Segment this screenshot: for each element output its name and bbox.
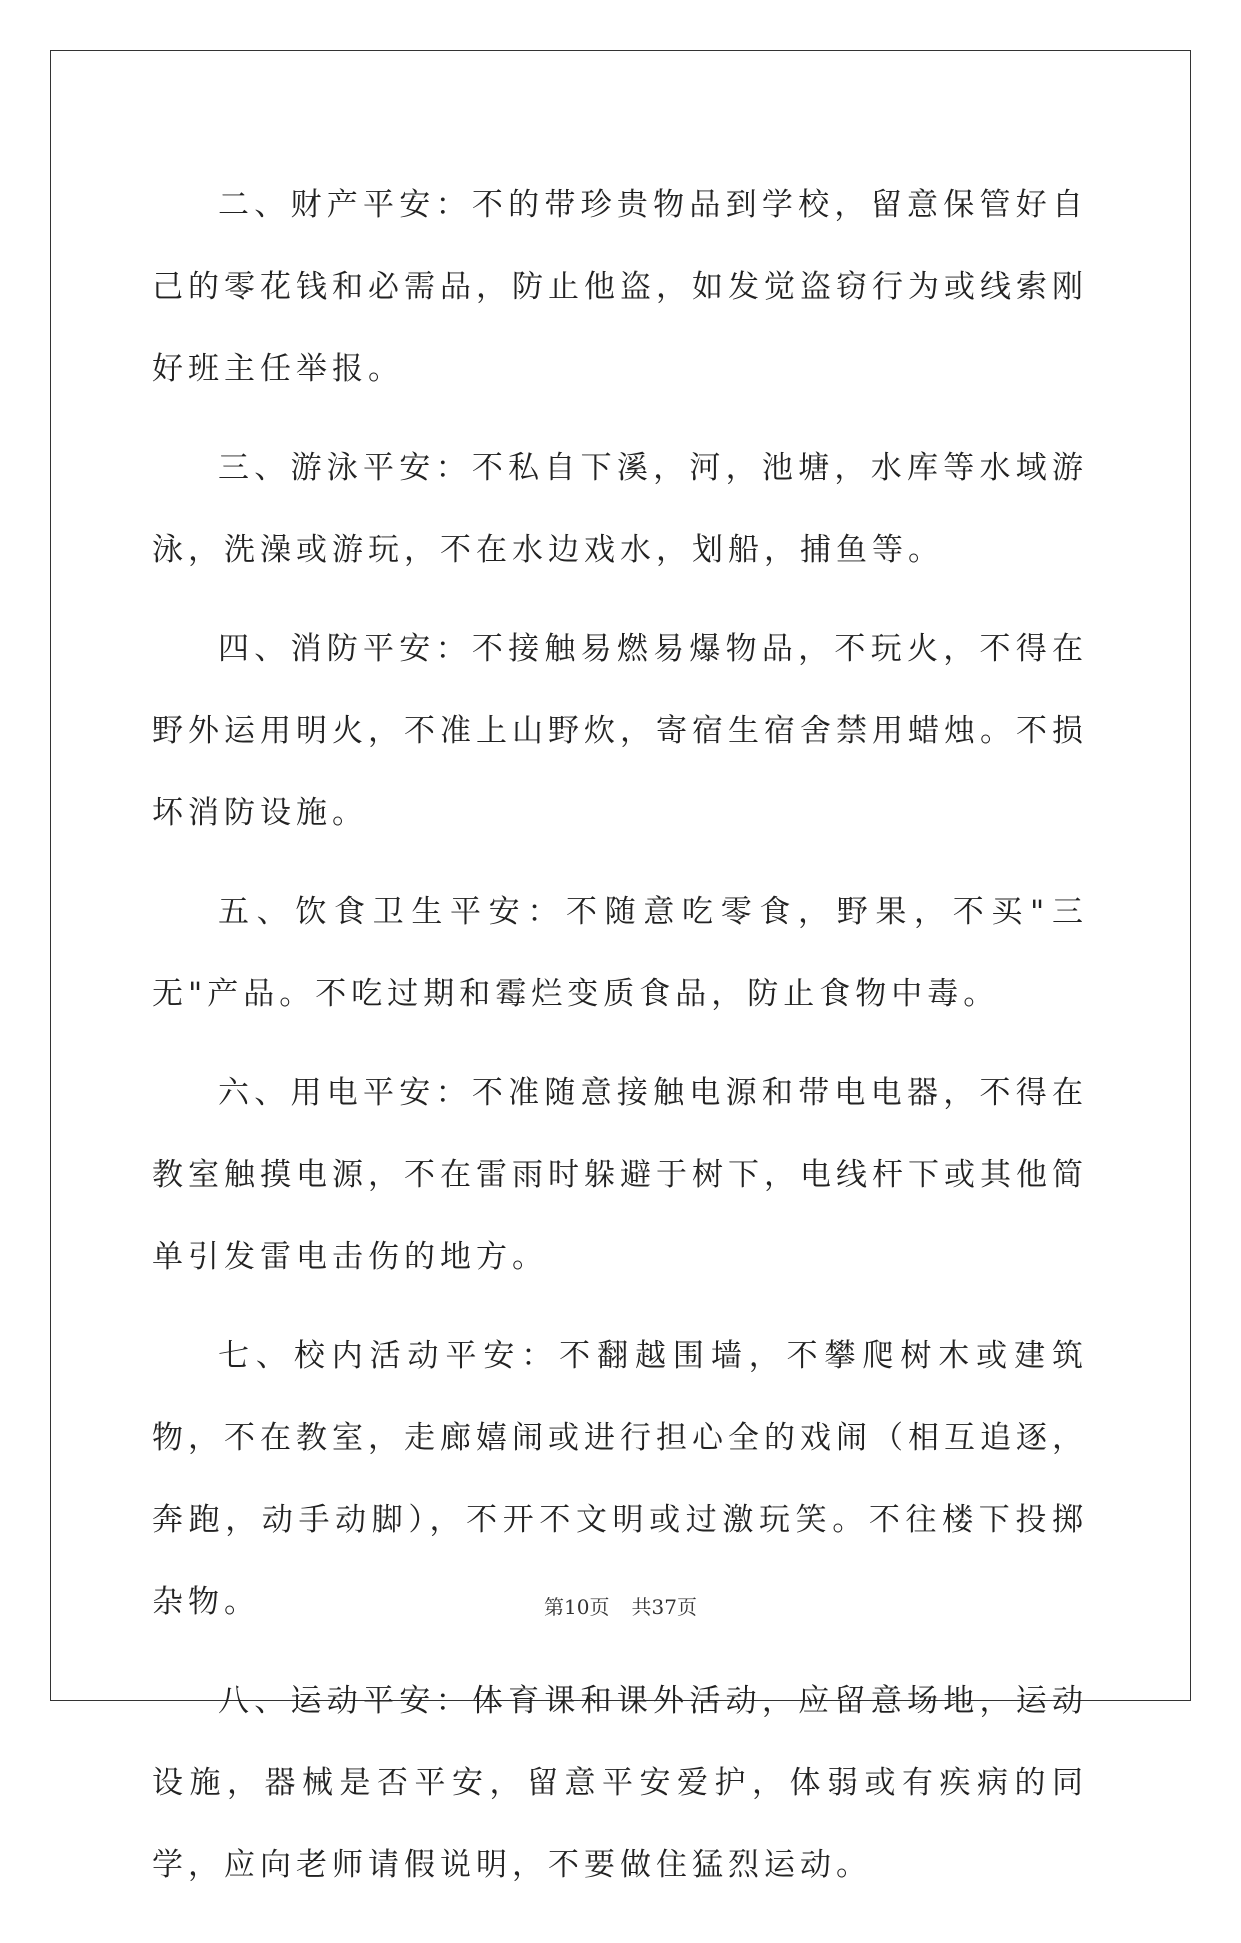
page-total: 共37页 xyxy=(631,1595,697,1619)
paragraph-electricity-safety: 六、用电平安：不准随意接触电源和带电电器，不得在教室触摸电源，不在雷雨时躲避于树下，电线杆下或其他简单引发雷电击伤的地方。 xyxy=(152,1075,1088,1275)
page-footer xyxy=(0,1591,1241,1620)
paragraph-fire-safety: 四、消防平安：不接触易燃易爆物品，不玩火，不得在野外运用明火，不准上山野炊，寄宿生宿舍禁用蜡烛。不损坏消防设施。 xyxy=(152,631,1088,831)
paragraph-sports-safety: 八、运动平安：体育课和课外活动，应留意场地，运动设施，器械是否平安，留意平安爱护，体弱或有疾病的同学，应向老师请假说明，不要做住猛烈运动。 xyxy=(152,1683,1088,1883)
page-number: 第10页 xyxy=(544,1595,610,1619)
document-body xyxy=(152,164,1088,1943)
paragraph-property-safety: 二、财产平安：不的带珍贵物品到学校，留意保管好自己的零花钱和必需品，防止他盗，如发觉盗窃行为或线索刚好班主任举报。 xyxy=(152,187,1088,387)
paragraph-food-safety: 五、饮食卫生平安：不随意吃零食，野果，不买"三无"产品。不吃过期和霉烂变质食品，防止食物中毒。 xyxy=(152,894,1088,1012)
paragraph-swimming-safety: 三、游泳平安：不私自下溪，河，池塘，水库等水域游泳，洗澡或游玩，不在水边戏水，划船，捕鱼等。 xyxy=(152,450,1088,568)
paragraph-campus-activity-safety: 七、校内活动平安：不翻越围墙，不攀爬树木或建筑物，不在教室，走廊嬉闹或进行担心全的戏闹（相互追逐，奔跑，动手动脚），不开不文明或过激玩笑。不往楼下投掷杂物。 xyxy=(152,1338,1088,1620)
